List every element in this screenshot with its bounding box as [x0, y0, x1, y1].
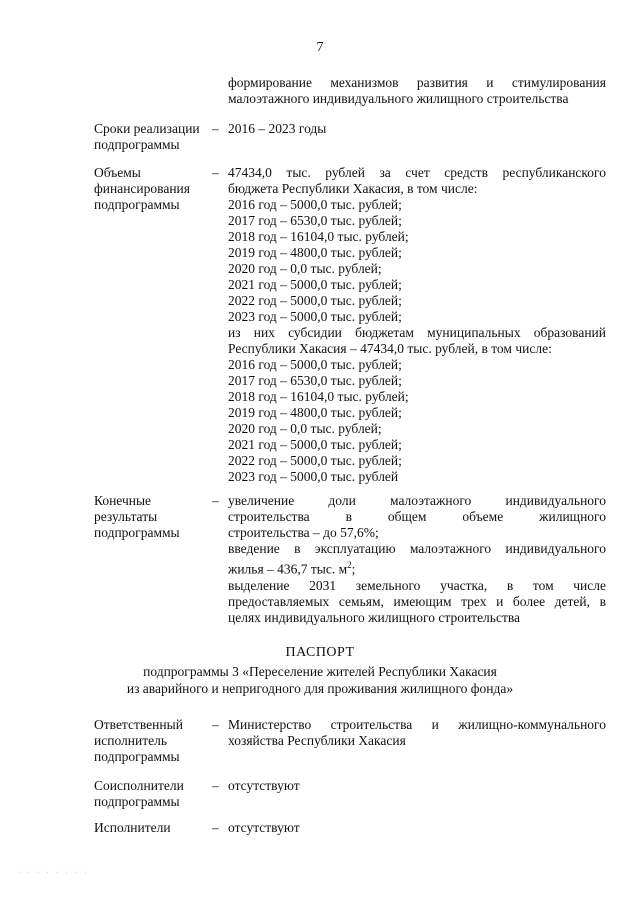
label-line: подпрограммы: [94, 197, 180, 212]
result-text: ;: [351, 561, 356, 577]
result-line: [228, 557, 606, 578]
timeline-value: [228, 121, 606, 137]
result-line: строительства – до 57,6%;: [228, 525, 379, 540]
subsidy-year-item: 2022 год – 5000,0 тыс. рублей;: [228, 453, 402, 468]
label-line: результаты: [94, 509, 158, 524]
result-line: целях индивидуального жилищного строительства: [228, 609, 521, 625]
co-executors-label: [94, 778, 212, 810]
row-dash: –: [212, 165, 219, 180]
funding-year-item: 2022 год – 5000,0 тыс. рублей;: [228, 293, 402, 308]
row-dash: –: [212, 493, 219, 508]
page-number: 7: [316, 40, 324, 55]
funding-year-item: 2019 год – 4800,0 тыс. рублей;: [228, 245, 402, 260]
label-line: подпрограммы: [94, 137, 180, 152]
passport-subtitle-line: подпрограммы 3 «Переселение жителей Республики Хакасия: [143, 664, 497, 679]
superscript: 2: [347, 560, 352, 570]
funding-year-item: 2021 год – 5000,0 тыс. рублей;: [228, 277, 402, 292]
executors-label: [94, 820, 212, 836]
intro-line-2: малоэтажного индивидуального жилищного строительства: [228, 91, 569, 106]
timeline-label: [94, 121, 212, 153]
funding-year-item: 2023 год – 5000,0 тыс. рублей;: [228, 309, 402, 324]
responsible-value: [228, 717, 606, 749]
subsidy-year-item: 2016 год – 5000,0 тыс. рублей;: [228, 357, 402, 372]
funding-value: [228, 165, 606, 485]
passport-subtitle: [0, 663, 640, 697]
funding-total-line: 47434,0 тыс. рублей за счет средств республиканского: [228, 165, 606, 180]
subsidy-year-item: 2023 год – 5000,0 тыс. рублей: [228, 469, 399, 484]
funding-year-item: 2020 год – 0,0 тыс. рублей;: [228, 261, 382, 276]
funding-total-line-2: бюджета Республики Хакасия, в том числе:: [228, 181, 478, 196]
result-line: выделение 2031 земельного участка, в том числе: [228, 577, 606, 593]
value-line: отсутствуют: [228, 820, 300, 835]
value-line: отсутствуют: [228, 778, 300, 793]
label-line: Ответственный: [94, 717, 183, 732]
value-line: 2016 – 2023 годы: [228, 121, 327, 136]
row-dash: –: [212, 717, 219, 732]
funding-year-item: 2016 год – 5000,0 тыс. рублей;: [228, 197, 402, 212]
subsidy-year-item: 2020 год – 0,0 тыс. рублей;: [228, 421, 382, 436]
label-line: Исполнители: [94, 820, 171, 835]
subsidy-year-item: 2021 год – 5000,0 тыс. рублей;: [228, 437, 402, 452]
scan-specks: · · · · · · · ·: [18, 870, 90, 876]
label-line: подпрограммы: [94, 749, 180, 764]
row-dash: –: [212, 778, 219, 793]
result-line: предоставляемых семьям, имеющим трех и более детей, в: [228, 593, 606, 609]
funding-label: [94, 165, 212, 213]
passport-title: ПАСПОРТ: [285, 645, 355, 660]
result-line: введение в эксплуатацию малоэтажного индивидуального: [228, 541, 606, 556]
label-line: финансирования: [94, 181, 190, 196]
label-line: Сроки реализации: [94, 121, 200, 136]
passport-subtitle-line: из аварийного и непригодного для проживания жилищного фонда»: [126, 681, 514, 696]
co-executors-value: [228, 778, 606, 794]
funding-year-item: 2017 год – 6530,0 тыс. рублей;: [228, 213, 402, 228]
label-line: Конечные: [94, 493, 152, 508]
subsidy-year-item: 2017 год – 6530,0 тыс. рублей;: [228, 373, 402, 388]
label-line: Объемы: [94, 165, 141, 180]
executors-value: [228, 820, 606, 836]
results-label: [94, 493, 212, 541]
responsible-label: [94, 717, 212, 765]
label-line: подпрограммы: [94, 794, 180, 809]
row-dash: –: [212, 121, 219, 136]
intro-text: [228, 75, 606, 107]
intro-line-1: формирование механизмов развития и стимулирования: [228, 75, 606, 90]
subsidy-year-item: 2018 год – 16104,0 тыс. рублей;: [228, 389, 409, 404]
row-dash: –: [212, 820, 219, 835]
result-line: строительства в общем объеме жилищного: [228, 509, 606, 524]
label-line: Соисполнители: [94, 778, 184, 793]
label-line: исполнитель: [94, 733, 167, 748]
subsidy-year-item: 2019 год – 4800,0 тыс. рублей;: [228, 405, 402, 420]
result-text: жилья – 436,7 тыс. м: [228, 561, 348, 577]
results-value: [228, 493, 606, 626]
funding-year-item: 2018 год – 16104,0 тыс. рублей;: [228, 229, 409, 244]
subsidy-line-2: Республики Хакасия – 47434,0 тыс. рублей, в том числе:: [228, 341, 552, 356]
responsible-line: хозяйства Республики Хакасия: [228, 733, 406, 748]
label-line: подпрограммы: [94, 525, 180, 540]
result-line: увеличение доли малоэтажного индивидуального: [228, 493, 606, 508]
responsible-line: Министерство строительства и жилищно-коммунального: [228, 717, 606, 732]
subsidy-line: из них субсидии бюджетам муниципальных образований: [228, 325, 606, 340]
